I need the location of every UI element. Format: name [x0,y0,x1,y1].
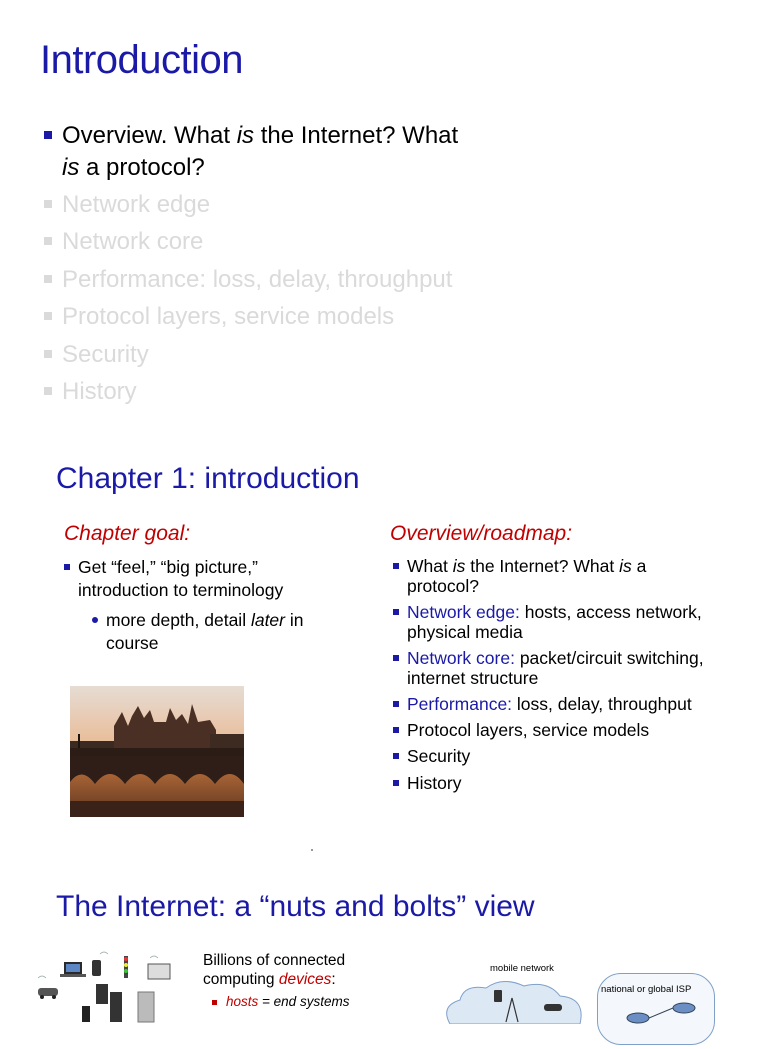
cloud-icon [440,976,590,1024]
bridge-photo-illustration [70,686,244,817]
devices-icon [30,948,200,1024]
bullet-square-icon [212,1000,217,1005]
bullet-square-icon [44,131,52,139]
mobile-network-cloud [440,976,590,1024]
slide2-title: Chapter 1: introduction [56,462,360,495]
bullet-square-icon [44,200,52,208]
bullet-square-icon [44,237,52,245]
bullet-square-icon [393,701,399,707]
stray-dot [311,849,313,851]
bullet-square-icon [393,609,399,615]
bullet-square-icon [393,753,399,759]
slide1-title: Introduction [40,38,244,82]
bullet-square-icon [393,655,399,661]
bullet-square-icon [393,727,399,733]
bridge-photo [70,686,244,817]
bullet-square-icon [393,780,399,786]
bullet-dot-icon [92,617,98,623]
bullet-square-icon [44,350,52,358]
roadmap-heading: Overview/roadmap: [390,522,573,545]
chapter-goal-heading: Chapter goal: [64,522,191,545]
bullet-square-icon [44,275,52,283]
bullet-square-icon [44,387,52,395]
hosts-bullet: hosts = end systems [212,994,335,1009]
devices-illustration [30,948,200,1024]
bullet-square-icon [64,564,70,570]
mobile-network-label: mobile network [490,963,554,974]
slide3-title: The Internet: a “nuts and bolts” view [56,890,535,923]
isp-label: national or global ISP [601,984,692,995]
bullet-square-icon [44,312,52,320]
bullet-square-icon [393,563,399,569]
billions-devices-text: Billions of connected computing devices: [203,952,346,988]
